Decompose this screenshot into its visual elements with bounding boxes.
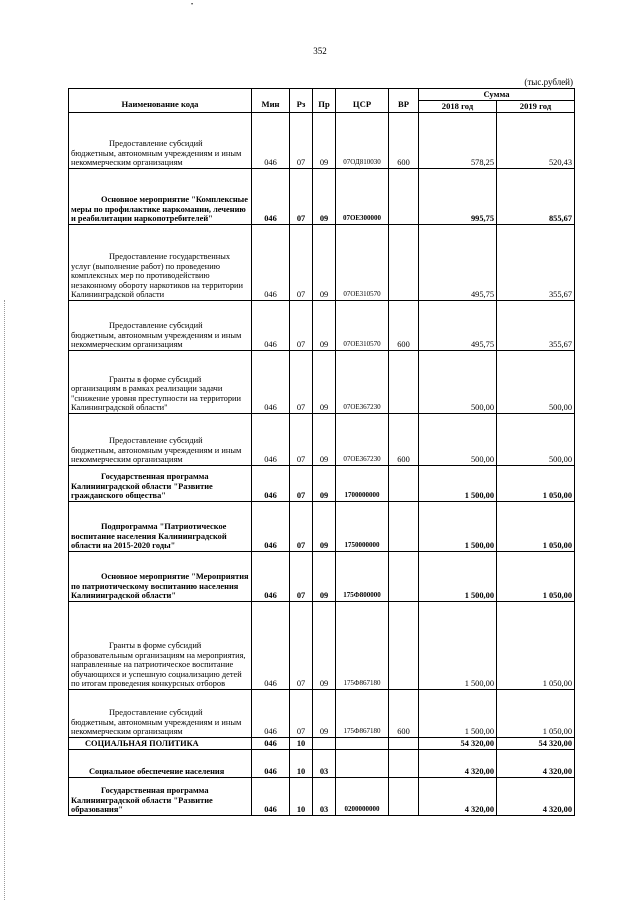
cell-rz: 07 <box>290 414 313 466</box>
row-name: Гранты в форме субсидий образовательным организациям на мероприятия, направленные на патриотическое воспитание обучающихся и успешную социализацию детей по итогам проведения конкурсных отборов <box>71 641 246 689</box>
table-row <box>69 552 575 602</box>
cell-vr <box>389 750 419 778</box>
cell-csr <box>336 750 389 778</box>
cell-2019: 54 320,00 <box>497 738 575 750</box>
cell-min: 046 <box>252 414 290 466</box>
header-vr: ВР <box>389 89 419 113</box>
table-row <box>69 502 575 552</box>
cell-min: 046 <box>252 225 290 301</box>
cell-pr: 09 <box>313 602 336 690</box>
cell-pr: 03 <box>313 750 336 778</box>
cell-csr: 175Ф867180 <box>336 690 389 738</box>
cell-min: 046 <box>252 602 290 690</box>
table-row <box>69 351 575 414</box>
row-name: Гранты в форме субсидий организациям в рамках реализации задачи "снижение уровня преступности на территории Калининградской области" <box>71 374 241 413</box>
cell-2018: 1 500,00 <box>419 502 497 552</box>
cell-min: 046 <box>252 301 290 351</box>
cell-csr: 1750000000 <box>336 502 389 552</box>
cell-min: 046 <box>252 552 290 602</box>
table-row <box>69 113 575 169</box>
cell-2019: 1 050,00 <box>497 690 575 738</box>
header-rz: Рз <box>290 89 313 113</box>
cell-min: 046 <box>252 502 290 552</box>
cell-vr <box>389 466 419 502</box>
cell-rz: 07 <box>290 602 313 690</box>
cell-csr: 07ОД810030 <box>336 113 389 169</box>
table-row <box>69 414 575 466</box>
cell-vr <box>389 225 419 301</box>
cell-csr: 07ОЕ310570 <box>336 301 389 351</box>
cell-csr: 07ОЕ310570 <box>336 225 389 301</box>
table-row <box>69 602 575 690</box>
page-number: 352 <box>313 46 327 56</box>
cell-rz: 07 <box>290 301 313 351</box>
cell-rz: 07 <box>290 225 313 301</box>
cell-2019: 1 050,00 <box>497 502 575 552</box>
cell-2018: 4 320,00 <box>419 778 497 816</box>
cell-rz: 07 <box>290 169 313 225</box>
cell-rz: 10 <box>290 778 313 816</box>
header-2019: 2019 год <box>497 101 575 113</box>
cell-2018: 4 320,00 <box>419 750 497 778</box>
cell-vr <box>389 602 419 690</box>
cell-csr: 175Ф800000 <box>336 552 389 602</box>
cell-csr: 0200000000 <box>336 778 389 816</box>
cell-2019: 4 320,00 <box>497 778 575 816</box>
cell-vr <box>389 502 419 552</box>
row-name: СОЦИАЛЬНАЯ ПОЛИТИКА <box>85 739 199 749</box>
cell-rz: 07 <box>290 502 313 552</box>
cell-2019: 500,00 <box>497 351 575 414</box>
cell-vr: 600 <box>389 414 419 466</box>
budget-table <box>68 88 575 816</box>
table-row <box>69 466 575 502</box>
row-name: Предоставление субсидий бюджетным, автономным учреждениям и иным некоммерческим организациям <box>71 708 242 737</box>
tick-mark: • <box>191 2 194 8</box>
row-name: Основное мероприятие "Комплексные меры по профилактике наркомании, лечению и реабилитации наркопотребителей" <box>71 195 248 224</box>
cell-pr: 03 <box>313 778 336 816</box>
cell-min: 046 <box>252 351 290 414</box>
cell-rz: 07 <box>290 466 313 502</box>
header-pr: Пр <box>313 89 336 113</box>
cell-csr: 07ОЕ367230 <box>336 351 389 414</box>
header-sum: Сумма <box>419 89 575 101</box>
cell-pr: 09 <box>313 552 336 602</box>
cell-pr: 09 <box>313 502 336 552</box>
table-row <box>69 301 575 351</box>
cell-vr <box>389 351 419 414</box>
row-name: Подпрограмма "Патриотическое воспитание населения Калининградской области на 2015-2020 годы" <box>71 522 227 551</box>
cell-csr: 07ОЕ367230 <box>336 414 389 466</box>
cell-2019: 855,67 <box>497 169 575 225</box>
cell-min: 046 <box>252 113 290 169</box>
cell-2019: 500,00 <box>497 414 575 466</box>
cell-min: 046 <box>252 466 290 502</box>
cell-rz: 07 <box>290 351 313 414</box>
cell-vr: 600 <box>389 113 419 169</box>
cell-2018: 1 500,00 <box>419 552 497 602</box>
cell-csr: 175Ф867180 <box>336 602 389 690</box>
cell-min: 046 <box>252 750 290 778</box>
row-name: Государственная программа Калининградской области "Развитие образования" <box>71 786 213 815</box>
header-2018: 2018 год <box>419 101 497 113</box>
cell-2018: 495,75 <box>419 225 497 301</box>
row-name: Предоставление субсидий бюджетным, автономным учреждениям и иным некоммерческим организациям <box>71 321 242 350</box>
cell-vr <box>389 169 419 225</box>
cell-2018: 500,00 <box>419 414 497 466</box>
cell-2019: 355,67 <box>497 301 575 351</box>
cell-vr <box>389 552 419 602</box>
cell-pr: 09 <box>313 690 336 738</box>
cell-min: 046 <box>252 738 290 750</box>
cell-2019: 1 050,00 <box>497 602 575 690</box>
cell-pr: 09 <box>313 113 336 169</box>
row-name: Основное мероприятие "Мероприятия по патриотическому воспитанию населения Калининградской области" <box>71 572 249 601</box>
table-row <box>69 690 575 738</box>
cell-2019: 1 050,00 <box>497 552 575 602</box>
margin-line <box>4 300 5 900</box>
cell-vr: 600 <box>389 690 419 738</box>
table-row <box>69 738 575 750</box>
cell-pr: 09 <box>313 351 336 414</box>
cell-vr <box>389 778 419 816</box>
cell-2018: 1 500,00 <box>419 690 497 738</box>
header-min: Мин <box>252 89 290 113</box>
cell-min: 046 <box>252 778 290 816</box>
cell-vr: 600 <box>389 301 419 351</box>
cell-rz: 07 <box>290 552 313 602</box>
cell-pr: 09 <box>313 466 336 502</box>
row-name: Предоставление субсидий бюджетным, автономным учреждениям и иным некоммерческим организациям <box>71 139 242 168</box>
cell-min: 046 <box>252 690 290 738</box>
cell-pr: 09 <box>313 301 336 351</box>
cell-pr: 09 <box>313 414 336 466</box>
cell-2019: 4 320,00 <box>497 750 575 778</box>
cell-2018: 500,00 <box>419 351 497 414</box>
row-name: Государственная программа Калининградской области "Развитие гражданского общества" <box>71 472 213 501</box>
cell-2018: 578,25 <box>419 113 497 169</box>
cell-csr: 07ОЕ300000 <box>336 169 389 225</box>
cell-2019: 520,43 <box>497 113 575 169</box>
cell-csr <box>336 738 389 750</box>
cell-2018: 995,75 <box>419 169 497 225</box>
table-row <box>69 750 575 778</box>
cell-2018: 495,75 <box>419 301 497 351</box>
cell-vr <box>389 738 419 750</box>
cell-csr: 1700000000 <box>336 466 389 502</box>
row-name: Предоставление государственных услуг (выполнение работ) по проведению комплексных мер по противодействию незаконному обороту наркотиков на территории Калининградской области <box>71 252 244 300</box>
table-row <box>69 778 575 816</box>
header-name: Наименование кода <box>69 89 252 113</box>
cell-min: 046 <box>252 169 290 225</box>
cell-2018: 1 500,00 <box>419 602 497 690</box>
header-csr: ЦСР <box>336 89 389 113</box>
cell-rz: 10 <box>290 738 313 750</box>
cell-pr: 09 <box>313 225 336 301</box>
row-name: Социальное обеспечение населения <box>89 767 225 777</box>
cell-pr <box>313 738 336 750</box>
table-row <box>69 225 575 301</box>
table-row <box>69 169 575 225</box>
cell-2018: 54 320,00 <box>419 738 497 750</box>
row-name: Предоставление субсидий бюджетным, автономным учреждениям и иным некоммерческим организациям <box>71 436 242 465</box>
cell-pr: 09 <box>313 169 336 225</box>
cell-rz: 10 <box>290 750 313 778</box>
cell-2019: 1 050,00 <box>497 466 575 502</box>
cell-rz: 07 <box>290 113 313 169</box>
cell-2019: 355,67 <box>497 225 575 301</box>
units-label: (тыс.рублей) <box>524 77 573 87</box>
cell-rz: 07 <box>290 690 313 738</box>
cell-2018: 1 500,00 <box>419 466 497 502</box>
